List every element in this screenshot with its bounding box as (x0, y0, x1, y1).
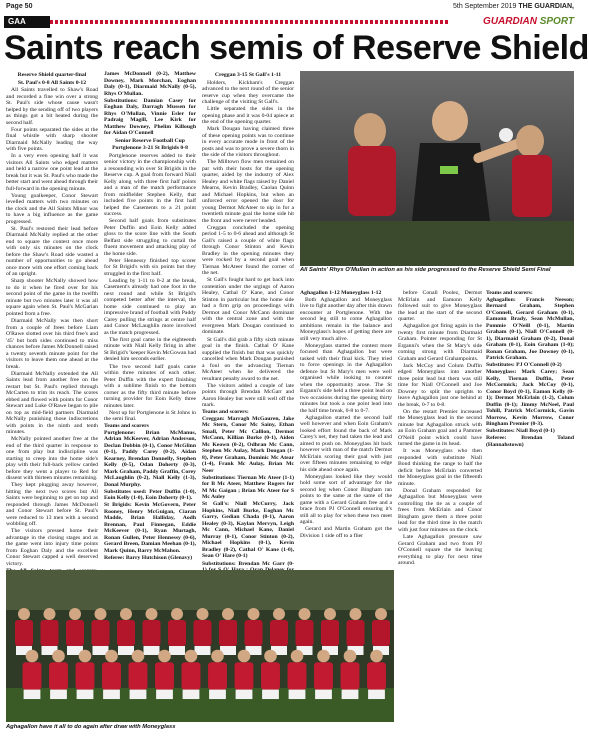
subheading: St. Paul's 0-8 All Saints 0-12 (17, 79, 87, 86)
paragraph: Diarmaid McNally extended the All Saints lead from another free on the restart but St. Paul's replied through McCarten to trim its reach. The scores ebbed and flowed with points for Conor Stewart and Luke O'Rawe began to pile on top as mid-field partners Diarmaid McNally punishing those indiscretions with points in the ninth and tenth minutes. (6, 370, 98, 436)
top-photo-caption: All Saints' Rhys O'Mullan in action as his side progressed to the Reserve Shield Semi Final (300, 267, 551, 273)
team-list: Substitutions: Brendan Mc Garr (0- (202, 560, 294, 567)
team-photo (6, 570, 394, 722)
team-list: Substitutions: Damian Casey for Eoghan Daly, Darragh Mussen for Rhys O'Mullan, Vinnie Esler for Padraig Magill, Lee Kirk for Matthew Downey, Phelim Killough for Aidan O'Connell (104, 97, 196, 137)
paragraph: Diarmaid McNally was then short from a couple of frees before Liam O'Rawe slotted over his third free's and '45' but both sides continued to miss chances before James McDonnell raised a twenty seventh minute point for the visitors to leave them one ahead at the break. (6, 318, 98, 370)
paragraph: Peter Hennessy finished top scorer for St Brigid's with six points but they struggled in the first half. (104, 257, 196, 277)
team-photo-illustration (6, 570, 394, 722)
paragraph: Gerard and Martin Graham got the Division 1 side off to a flier (300, 526, 392, 539)
paragraph: In a very even opening half it was visitors All Saints who edged matters and held a narrow one point lead at the break but it was St. Paul's who made the better start and went ahead through their full-forward in the opening minute. (6, 153, 98, 192)
player-photo-illustration (300, 71, 574, 266)
subheading: Teams and scorers: (486, 290, 533, 296)
paragraph: Moneyglass started the contest more focused than Aghagallon but were tasked with their final kick. They tried to force openings in the Aghagallon defence but St Mary's men were well organised while looking to counter when the opportunity arose. The St Erganni's side held a three point lead on two occasions during the opening thirty minutes but took a one point lead into the half time break, 0-8 to 0-7. (300, 342, 392, 414)
paragraph: Holders, Kickham's Creggan advanced to the next round of the senior reserve cup when they overcame the challenge of the visiting St Gall's. (202, 79, 294, 105)
paragraph: The first goal came in the eighteenth minute with Niall Kelly firing in after St Brigid's 'keeper Kevin McGowan had denied him seconds earlier. (104, 336, 196, 363)
paragraph: Mark Dougan having claimed three of these opening points was to continue in every accurate mode in front of the posts and was to prove a severe thorn in the side of the visitors throughout. (202, 126, 294, 159)
team-list: Moneyglass: Mark Carey; Sean Kelly, Tiernan Duffin, Peter McCormick; Jack McCoy (0-1), Conor Boyd (0-1), Eamon Kelly (0-1); Dermot McErlain (1-2), Colum Duffin (0-1); Jimmy McNeel, Paul Tohill, Patrick McCormick, Gavin Morrow, Kevin Morrow, Conor Bingham Premier (0-3). (486, 369, 574, 428)
subheading: Teams and scorers: (202, 409, 249, 416)
team-list: St Brigids: Kevin McGovern, Peter Rooney, Henry McGuigan, Ciaran Madde, Brian Halliday, Aodh Brennan, Paul Finnegan, Eddie McKeever (0-1), Ryan Murtagh, Ronan Gullen, Peter Hennessy (0-6), Gerard Breen, Damian Meehan (0-1), Mark Quinn, Barry McMahon. (104, 502, 196, 554)
paragraph: McNally pointed another free at the end of the third quarter in response to one from play but indiscipline was starting to creep into the home side's play with their full-back yellow carded before they went a player to Red for dissent with thirteen minutes remaining. (6, 436, 98, 482)
article-column-2 (104, 71, 196, 569)
paragraph: Portglenone reserves added to their senior victory in the championship with a resounding win over St Brigids in the Reserve cup. A goal from forward Niall Kelly along with three first half points and a man of the match performance from midfielder Stephen Kelly, that included five points in the first half helped the Casements to a 21 point success. (104, 152, 196, 218)
article-column-5 (398, 290, 482, 730)
paragraph: Next up for Portglenone is St Johns in the semi final. (104, 409, 196, 423)
section-stripe (50, 20, 450, 24)
paragraph: The two second half goals came within three minutes of each other. Peter Duffin with the expert finishing with a sublime finish to the bottom corner as the fifty third minute before turning provider for Eoin Kelly three minutes later. (104, 363, 196, 409)
page-number: Page 50 (6, 3, 33, 10)
team-list: James McDonnell (0-2), Matthew Downey, Mark Morchan, Eoghan Daly (0-1), Diarmaid McNally (0-5), Rhys O'Mullan. (104, 71, 196, 97)
subheading: Aghagallon 1-12 Moneyglass 1-12 (300, 290, 382, 296)
team-photo-caption: Aghagallon have it all to do again after draw with Moneyglass (6, 724, 176, 730)
top-photo (300, 71, 574, 266)
page-header (0, 0, 580, 14)
team-list: Substitutes used: Peter Duffin (1-0), Eoin Kelly (1-0), Eoin Doherty (0-1). (104, 488, 196, 502)
paragraph: Jack McCoy and Colum Duffin edged Moneyglass into another three point lead but them was still time for Niall O'Connell and Joe Downey to split the uprights to leave Aghagallon just one behind at the break, 0-7 to 0-8. (398, 362, 482, 408)
brand-logo: GUARDIAN SPORT (483, 16, 574, 27)
paragraph: Aghagallon started the second half well however and when Eoin Graham's looked effort found the back of Mark Carey's net, they had taken the lead and aimed to push on. Moneyglass hit back however with man of the match Dermot McErlain scoring their goal with just over fifteen minutes remaining to edge his side ahead once again. (300, 414, 392, 473)
article-column-4 (300, 290, 392, 570)
article-column-3 (202, 71, 294, 569)
paragraph: They kept plugging away however, hitting the next two scores but All Saints were beginning to get on top and responded through James McDonnell and Conor Stewart before St. Paul's were reduced to 13 men with a second wobbling off. (6, 482, 98, 528)
paragraph: Aghagallon got firing again in the twenty first minute from Diarmaid Graham. Pointer responding for St Erganni's when the St Mary's side coming strong with Diarmaid Graham and Gerard Grahampoints. (398, 323, 482, 362)
paragraph: Second half goals from substitutes Peter Duffin and Eoin Kelly added gloss to the score line with the South Belfast side struggling to curtail the fluent movement and attacking play of the home side. (104, 218, 196, 257)
headline: Saints reach semis of Reserve Shield (4, 29, 589, 67)
issue-date: 5th September 2019 THE GUARDIAN, (452, 3, 574, 10)
paragraph: The visitors added a couple of late points through Brendan McGarr and Aaron Healey but were still well off the mark. (202, 382, 294, 409)
paragraph: Little separated the sides in the opening phase and it was 0-04 apiece at the end of the opening quarter. (202, 106, 294, 126)
team-list: Substitutes: Niall Boyd (0-1) (486, 428, 555, 435)
team-list: St Gall's: Niall McCurry, Jack Hopkins, Niall Burke, Eoghan Mc Garry, Gedian Chada (0-1), Aaron Healey (0-3), Kaylan Mervyn, Leigh Mc Cann, Michael Kane, Daniel Murray (0-1), Conor Stinton (0-2), Michael Hopkins (0-1), Kevin Bradley (0-2), Cathal O' Kane (1-0), Sean O' Hare (0-1) (202, 501, 294, 560)
paragraph: St Gall's fought hard to get back into contention under the urgings of Aaron Healey, Cathal O' Kane, and Conor Stinton in particular but the home side had a firm grip on proceedings with Dermot and Conor McCann dominant with the central zone and with the evergreen Mark Dougan continued to dominate. (202, 277, 294, 336)
paragraph: Young goalkeeper, Conor Stewart levelled matters with two minutes on the clock and the All Saints Minor was to have a big influence as the game progressed. (6, 192, 98, 225)
paragraph: St Gall's did grab a fifty sixth minute goal in the finish. Cathal O' Kane supplied the finish but that was quickly cancelled when Mark Dougan punished a foul on the advancing Tiernan McAteer when he delivered the resultant penalty award to the net. (202, 336, 294, 382)
paragraph: It was Moneyglass who then responded with substitute Niall Bond thinking the range to half the deficit before McErlain converted the Moneyglass goal in the fifteenth minute. (398, 448, 482, 487)
section-badge: GAA (4, 16, 50, 28)
team-list: Aghagallon: Francis Neeson; Bernard Graham, Stephen O'Connell, Gerard Graham (0-1), Eamonn Brady, Sean McMullan, Pommie O'Neill (0-1), Martin Graham (0-1), Niall O'Connell (0-1), Diarmaid Graham (0-2), Donal Graham (0-1), Eoin Graham (1-0); Ronan Graham, Joe Downey (0-1), Patrick Graham. (486, 296, 574, 361)
paragraph: The visitors pressed home their advantage in the closing stages and as the game went into injury time points from Eoghan Daly and the excellent Conor Stewart capped a well deserved victory. (6, 528, 98, 567)
paragraph: Leading by 1-11 to 0-2 at the break, Casement's already had one foot in the next round and while St Brigid's competed better after the interval, the home side continued to play an impressive brand of football with Paddy Carey pulling the strings at centre half and Conor McLaughlin more involved as the match progressed. (104, 277, 196, 336)
team-list: Referee: Brendan Toland (Hannahstown) (486, 435, 574, 448)
paragraph: Sharp shooter McNally showed how to do it when he fired over for his second point of the game in the twelfth minute but two minutes later it was all square again when St. Paul's McGarian pointed from a free. (6, 278, 98, 317)
team-list: Substitutions: Tiernan Mc Ateer (1-1) for B Mc Ateer, Matthew Rogers for M Mc Gaigan ; Brian Mc Ateer for S Mc Auley (202, 474, 294, 501)
article-column-6 (486, 290, 574, 730)
paragraph: Donal Graham responded for Aghagallon but Moneyglass were controlling the tie as a couple of frees from McErlain and Conor Bingham gave them a three point lead for the third time in the match with just four minutes on the clock. (398, 487, 482, 533)
paragraph: The Milltown flow men remained on par with their hosts for the opening quarter, aided by the industry of Alex Healey and white flags raised by Daniel Mearns, Kevin Bradley, Caolan Quinn and Michael Hopkins, but when an unforced error opened the door for young Dermot McAteer to nip in for a twentieth minute goal the home side hit the front and were never headed. (202, 159, 294, 224)
subheading: Creggan 3-15 St Gall's 1-11 (214, 72, 282, 78)
paragraph: St. Paul's restored their lead before Diarmaid McNally replied at the other end to square the contest once more with only six minutes on the clock before the Shaw's Road side wasted a number of opportunities to go ahead once more with one effort coming back of an upright. (6, 225, 98, 278)
paragraph: Four points separated the sides at the final whistle with sharp shooter Diarmaid McNally leading the way with five points. (6, 126, 98, 153)
team-list: Creggan: Marragh McGauren, Jake Mc Stern, Conor Mc Sainy, Ethan Small, Peter Mc Callion, Dermot McCann, Killian Burke (0-1), Aiden Mc Keown (0-2), Odhran Mc Cann, Stephen Mc Aulay, Mark Dougan (1-8), Peter Graham, Dominic Mc Atear (1-4), Frank Mc Aulay, Brian Mc Neer (202, 415, 294, 474)
subheading: Teams and scorers (104, 423, 149, 430)
paragraph: On the restart Premier increased the Moneyglass lead in the second minute but Aghagallon struck with an Eoin Graham goal and a Pammer O'Neill point which could have turned the game in its head. (398, 408, 482, 448)
team-list: Referee: Barry Hutchison (Glenavy) (104, 555, 193, 562)
section-bar (0, 16, 580, 28)
paragraph: Moneyglass looked like they would hold some sort of advantage for the second leg when Conor Bingham ran points to the same at the same of the game with a Gerard Graham free and a brace from PJ O'Connell ensuring it's still all to play for when these two meet again. (300, 473, 392, 526)
paragraph: Both Aghagallon and Moneyglass live to fight another day after this drawn encounter at Portglenone. With the second leg still to come Aghagallon ambitions remain in the balance and Moneyglass's hopes of getting there are still very much alive. (300, 296, 392, 342)
team-list: Substitutes: PJ O'Connell (0-2) (486, 362, 562, 369)
article-column-1 (6, 71, 98, 569)
paragraph: before Conall Poolez, Dermot McErlain and Eamonn Kelly followed suit to give Moneyglass the lead at the start of the second quarter. (398, 290, 482, 322)
subheading: Senior Reserve Football Cup (115, 137, 185, 144)
paragraph: Late Aghagallon pressure saw Gerard Graham and two from PJ O'Connell square the tie leaving everything to play for next time around. (398, 534, 482, 567)
paragraph: Creggan concluded the opening period 1-5 to 0-6 ahead and although St Gall's raised a couple of white flags through Conor Stinton and Kevin Bradley in the opening minutes they were rocked by a second goal when Tiernan McAteer found the corner of the net. (202, 224, 294, 277)
team-list: Portglenone: Brian McManus, Adrian McKeever, Adrian Anderson, Declan Dobbin (0-1), Conor McGlinn (0-1), Paddy Carey (0-2), Aidan Kearney, Brendan Donnelly, Stephen Kelly (0-5), Odan Doherty (0-3), Mark Graham, Paddy Graffin, Corey McLaughlin (0-2), Niall Kelly (1-3), Donal Murphy. (104, 429, 196, 488)
subheading: Portglenone 3-21 St Brigids 0-8 (112, 145, 188, 152)
subheading: Reserve Shield quarter-final (17, 72, 87, 78)
paragraph: All Saints travelled to Shaw's Road and recorded a fine win over a strong St. Paul's side whose cause wasn't helped by the sending off of two players as things got a bit heated during the second half. (6, 87, 98, 126)
